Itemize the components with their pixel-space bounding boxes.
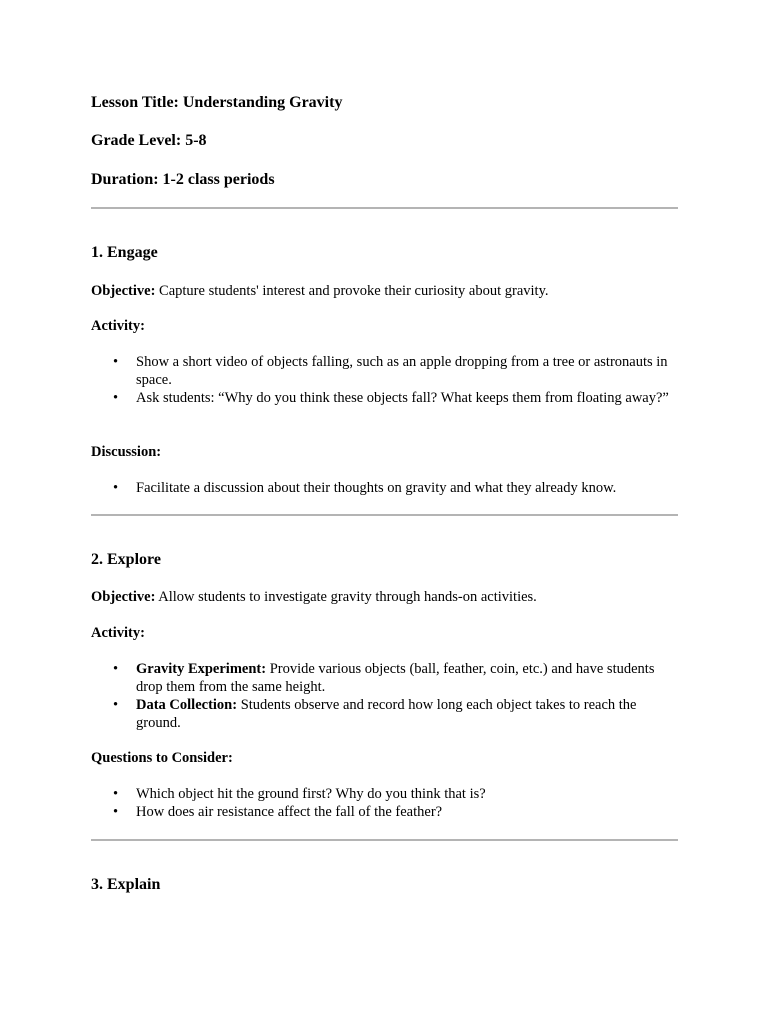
section-heading-explore: 2. Explore (91, 551, 161, 568)
list-item-text: How does air resistance affect the fall of the feather? (136, 804, 443, 820)
bullet-icon: • (113, 480, 119, 496)
list-item-text (136, 697, 637, 731)
objective-text: Capture students' interest and provoke their curiosity about gravity. (155, 283, 549, 299)
bullet-icon: • (113, 786, 119, 802)
list-item-text: Facilitate a discussion about their thoughts on gravity and what they already know. (136, 480, 617, 496)
list-item-rest: Provide various objects (ball, feather, coin, etc.) and have students drop them from the same height. (136, 661, 655, 695)
list-item-text: Ask students: “Why do you think these objects fall? What keeps them from floating away?” (136, 390, 669, 406)
list-item-text: Show a short video of objects falling, such as an apple dropping from a tree or astronauts in space. (136, 354, 668, 388)
list-item (91, 696, 678, 732)
explore-activity-list (91, 660, 678, 732)
bullet-icon: • (113, 390, 119, 406)
divider (91, 514, 678, 516)
list-item (91, 479, 678, 497)
list-item-bold: Gravity Experiment: (136, 661, 267, 677)
explore-objective (91, 588, 678, 606)
grade-level: Grade Level: 5-8 (91, 132, 207, 149)
list-item-rest: Students observe and record how long each object takes to reach the ground. (136, 697, 637, 731)
divider (91, 207, 678, 209)
bullet-icon: • (113, 354, 119, 370)
duration: Duration: 1-2 class periods (91, 171, 275, 188)
engage-objective (91, 282, 678, 300)
section-heading-explain: 3. Explain (91, 876, 161, 893)
explore-activity-label: Activity: (91, 625, 145, 641)
engage-activity-label: Activity: (91, 318, 145, 334)
list-item (91, 785, 678, 803)
explore-questions-label: Questions to Consider: (91, 750, 233, 766)
engage-discussion-label: Discussion: (91, 444, 162, 460)
explore-questions-list (91, 785, 678, 821)
list-item (91, 353, 678, 389)
bullet-icon: • (113, 661, 119, 677)
bullet-icon: • (113, 697, 119, 713)
section-heading-engage: 1. Engage (91, 244, 158, 261)
divider (91, 839, 678, 841)
objective-label: Objective: (91, 283, 156, 299)
list-item-text: Which object hit the ground first? Why do you think that is? (136, 786, 486, 802)
lesson-title: Lesson Title: Understanding Gravity (91, 94, 343, 111)
objective-label: Objective: (91, 589, 156, 605)
bullet-icon: • (113, 804, 119, 820)
list-item-text (136, 661, 654, 695)
list-item-bold: Data Collection: (136, 697, 238, 713)
engage-activity-list (91, 353, 678, 407)
engage-discussion-list (91, 479, 678, 497)
objective-text: Allow students to investigate gravity through hands-on activities. (155, 589, 537, 605)
list-item (91, 803, 678, 821)
list-item (91, 660, 678, 696)
list-item (91, 389, 678, 407)
